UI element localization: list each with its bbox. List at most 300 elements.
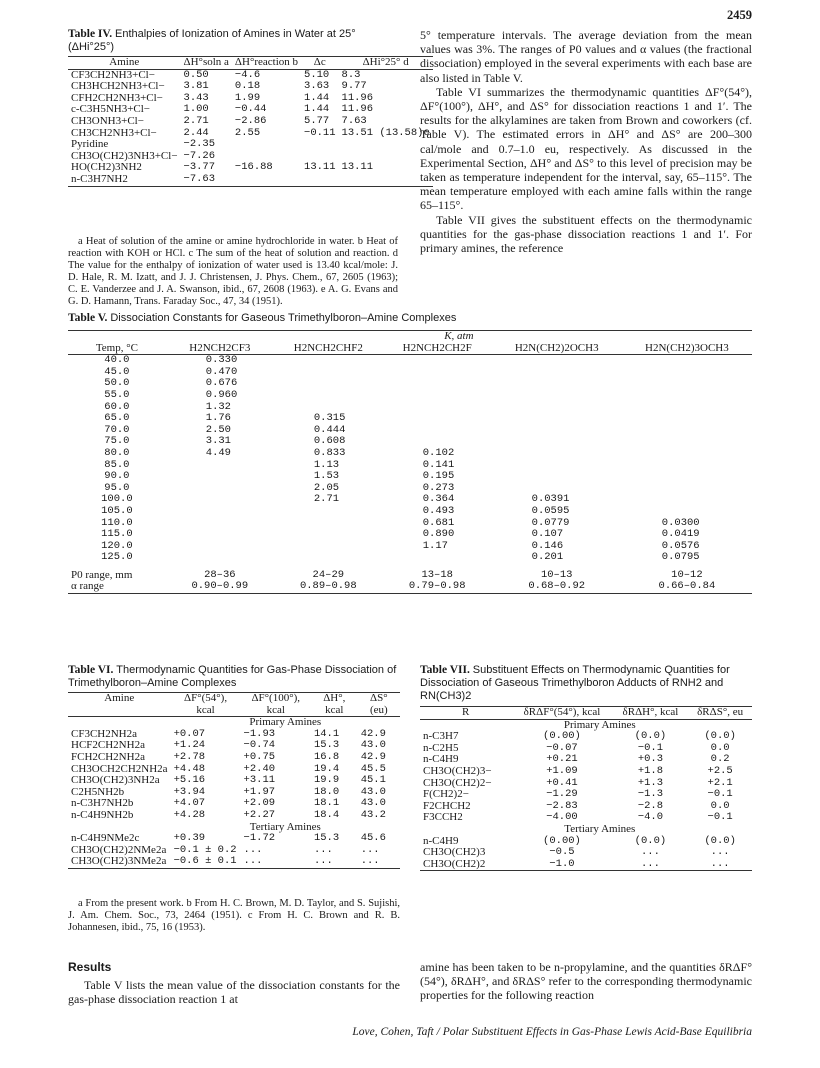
table4-cell: −0.44: [234, 103, 267, 116]
table4-cell: CF3CH2NH3+Cl−: [71, 68, 155, 81]
running-footer: Love, Cohen, Taft / Polar Substituent Effects in Gas-Phase Lewis Acid-Base Equilibria: [352, 1026, 752, 1038]
table7-cell: +0.21: [546, 753, 578, 766]
table5-alpha-label: α range: [68, 581, 166, 593]
table6-cell: C2H5NH2b: [71, 785, 125, 798]
table4-caption-text: Enthalpies of Ionization of Amines in Water at 25° (ΔHi°25°): [68, 28, 356, 53]
table5-cell: 0.0795: [661, 551, 700, 564]
table4-header-row: [68, 57, 433, 70]
table5-cell: [622, 506, 752, 518]
table7-cell: 0.0: [710, 741, 730, 754]
table5-cell: [166, 471, 274, 483]
table7-cell: ...: [710, 846, 730, 859]
table5-cell: 0.141: [422, 458, 455, 471]
table7-cell: +0.41: [546, 776, 578, 789]
table7-cell: F2CHCH2: [423, 799, 471, 812]
table5-spacer: [68, 331, 166, 343]
table4-cell: 1.44: [304, 91, 330, 104]
table7-cell: 0.0: [710, 799, 730, 812]
table6-cell: ...: [360, 843, 380, 856]
table5-cell: 0.0779: [531, 516, 570, 529]
table4-cell: 1.99: [234, 91, 261, 104]
table7-cell: (0.0): [634, 834, 667, 847]
table5-cell: 0.146: [531, 539, 564, 552]
table5-cell: 0.107: [531, 528, 564, 541]
table4-header: Δc: [301, 57, 339, 70]
table5-cell: [166, 552, 274, 564]
table5-p0-cell: 28–36: [204, 568, 236, 581]
table7-cell: +2.1: [707, 776, 733, 789]
table4-cell: CH3O(CH2)3NH3+Cl−: [71, 149, 178, 162]
table-row: [68, 174, 433, 186]
table5-p0-cell: 13–18: [421, 568, 453, 581]
table5-cell: 0.0576: [661, 539, 700, 552]
table5-cell: [274, 355, 383, 367]
table5-cell: 105.0: [101, 504, 133, 517]
table4-cell: 9.77: [341, 80, 367, 93]
table5-header: Temp, °C: [68, 343, 166, 355]
table6-cell: 45.1: [360, 774, 386, 787]
table4-cell: CH3ONH3+Cl−: [71, 114, 144, 127]
table6-footnote-text: a From the present work. b From H. C. Brown, M. D. Taylor, and S. Sujishi, J. Am. Chem. Soc., 73, 2464 (1951). c From H. C. Brown and R. B. Johannesen, ibid., 75, 16 (1953).: [68, 898, 400, 933]
table6-cell: 43.0: [360, 739, 386, 752]
table7-cell: n-C2H5: [423, 741, 459, 754]
table5-p0-cell: 10–13: [540, 568, 573, 581]
table5-cell: 70.0: [104, 423, 130, 436]
table4-cell: CH3HCH2NH3+Cl−: [71, 80, 165, 93]
table5-cell: 110.0: [101, 516, 133, 529]
table7: [420, 706, 752, 871]
table6-cell: CF3CH2NH2a: [71, 727, 138, 740]
table-row: [420, 743, 752, 755]
table5-cell: 0.470: [205, 365, 238, 378]
table4-cell: 11.96: [341, 103, 374, 116]
table5-header: H2NCH2CF3: [166, 343, 274, 355]
table-row: [68, 833, 400, 845]
table4: [68, 56, 430, 187]
table6-cell: +4.48: [173, 762, 206, 775]
table6-cell: ...: [241, 856, 311, 868]
table5-grid: [68, 330, 752, 594]
table6-cell: 16.8: [313, 750, 340, 763]
table7-cell: −1.0: [511, 859, 612, 871]
table5-cell: 0.201: [531, 551, 564, 564]
table4-cell: −2.35: [183, 138, 216, 151]
table4-grid: [68, 56, 433, 187]
table6-cell: 42.9: [360, 750, 386, 763]
table6-cell: CH3O(CH2)2NMe2a: [71, 843, 167, 856]
table5-cell: 0.0391: [531, 493, 570, 506]
table7-header-row: [420, 707, 752, 720]
table4-cell: 13.11: [304, 161, 336, 174]
table6-cell: +4.07: [173, 797, 206, 810]
table7-cell: 0.2: [710, 753, 730, 766]
table7-cell: n-C4H9: [423, 753, 459, 766]
table5-caption-label: Table V.: [68, 312, 108, 324]
results-section: [68, 960, 400, 1007]
table4-cell: −0.11: [304, 126, 336, 139]
table5-cell: [622, 494, 752, 506]
table5-alpha-row: [68, 581, 752, 593]
table5-cell: [166, 518, 274, 530]
table4-header: Amine: [68, 57, 181, 70]
table5-cell: [622, 436, 752, 448]
table7-cell: −1.29: [546, 788, 578, 801]
table4-cell: CH3CH2NH3+Cl−: [71, 126, 157, 139]
table7-cell: −0.1: [707, 788, 733, 801]
table5-cell: 0.330: [205, 354, 238, 367]
table7-cell: −4.00: [546, 811, 578, 824]
table4-cell: [339, 174, 433, 186]
table4-cell: 13.11: [341, 161, 374, 174]
table5-cell: [492, 471, 622, 483]
table6-header: ΔF°(100°), kcal: [241, 693, 311, 717]
table5-cell: [622, 448, 752, 460]
table5-caption-text: Dissociation Constants for Gaseous Trimethylboron–Amine Complexes: [110, 312, 457, 324]
table6-cell: +2.09: [243, 797, 276, 810]
table6-cell: 19.9: [313, 774, 340, 787]
table5-cell: [622, 460, 752, 472]
table-row: [68, 139, 433, 151]
table5-cell: 100.0: [101, 493, 133, 506]
table7-cell: n-C3H7: [423, 730, 459, 743]
table5-cell: [383, 355, 492, 367]
table6-cell: CH3O(CH2)3NMe2a: [68, 856, 171, 868]
table6-cell: +4.28: [173, 808, 206, 821]
table7-subheader-row: [420, 824, 752, 836]
table4-cell: [301, 139, 339, 151]
table6-cell: +0.39: [173, 832, 206, 845]
table5-cell: [492, 367, 622, 379]
table4-cell: 7.63: [341, 114, 367, 127]
table6-cell: ...: [313, 843, 333, 856]
right-column-text: [420, 28, 752, 255]
table4-cell: c-C3H5NH3+Cl−: [71, 103, 151, 116]
table5-cell: 50.0: [104, 377, 130, 390]
table5-cell: [492, 355, 622, 367]
table5-cell: [622, 413, 752, 425]
table7-subheader-row: [420, 719, 752, 731]
table4-cell: 2.55: [234, 126, 261, 139]
table6-subheader: Primary Amines: [249, 716, 322, 729]
table-row: [68, 378, 752, 390]
table6-caption: [68, 664, 400, 690]
table5-header: H2NCH2CHF2: [274, 343, 383, 355]
table7-caption: [420, 664, 752, 703]
table5-cell: [622, 471, 752, 483]
table5: [68, 330, 752, 594]
table5-cell: 0.608: [313, 435, 346, 448]
table5-cell: [492, 378, 622, 390]
table7-cell: (0.00): [543, 834, 581, 847]
table-row: [420, 859, 752, 871]
table6-header: ΔF°(54°), kcal: [171, 693, 241, 717]
table5-cell: [622, 378, 752, 390]
table7-header: δRΔH°, kcal: [613, 707, 689, 720]
table5-cell: 60.0: [104, 400, 130, 413]
table4-cell: −4.6: [234, 68, 261, 81]
table5-cell: [492, 390, 622, 402]
table5-p0-label: P0 range, mm: [71, 568, 133, 581]
table6-cell: FCH2CH2NH2a: [71, 750, 145, 763]
table7-cell: −0.5: [549, 846, 575, 859]
table5-cell: 0.444: [313, 423, 346, 436]
table5-cell: [274, 518, 383, 530]
table5-header: H2N(CH2)2OCH3: [492, 343, 622, 355]
table6-cell: 15.3: [313, 832, 340, 845]
table5-cell: [166, 529, 274, 541]
table-row: [68, 856, 400, 868]
table5-cell: [274, 529, 383, 541]
table5-cell: [383, 402, 492, 414]
table4-cell: 3.63: [304, 80, 330, 93]
table-row: [420, 731, 752, 743]
table5-cell: 0.195: [422, 470, 455, 483]
table5-cell: [383, 378, 492, 390]
table6-caption-text: Thermodynamic Quantities for Gas-Phase Dissociation of Trimethylboron–Amine Complexes: [68, 664, 397, 689]
table5-cell: 115.0: [101, 528, 133, 541]
table4-cell: 5.77: [304, 114, 330, 127]
table6-cell: −0.74: [243, 739, 276, 752]
table5-cell: 0.681: [422, 516, 455, 529]
table7-caption-text: Substituent Effects on Thermodynamic Quantities for Dissociation of Gaseous Trimethylboron Adducts of RNH2 and RN(CH3)2: [420, 664, 730, 702]
table5-header: H2NCH2CH2F: [383, 343, 492, 355]
table5-cell: 0.0419: [661, 528, 700, 541]
table4-cell: HO(CH2)3NH2: [71, 161, 142, 174]
table4-caption: [68, 28, 398, 54]
table7-header: R: [420, 707, 511, 720]
table5-cell: 0.0300: [661, 516, 700, 529]
table-row: [68, 494, 752, 506]
table6-cell: CH3OCH2CH2NH2a: [71, 762, 168, 775]
table6-cell: −1.93: [243, 727, 276, 740]
table5-cell: [166, 541, 274, 553]
table6-cell: n-C4H9NMe2c: [71, 832, 140, 845]
table4-cell: [232, 139, 301, 151]
table4-cell: CFH2CH2NH3+Cl−: [71, 91, 163, 104]
table5-cell: 125.0: [101, 551, 133, 564]
table5-alpha-cell: 0.89–0.98: [274, 581, 383, 593]
table6-cell: ...: [243, 843, 263, 856]
table-row: [68, 436, 752, 448]
table7-cell: −0.1: [637, 741, 664, 754]
table-row: [68, 752, 400, 764]
table4-cell: n-C3H7NH2: [68, 174, 181, 186]
table6-cell: +2.27: [243, 808, 276, 821]
table7-cell: (0.0): [704, 834, 736, 847]
table5-cell: [383, 390, 492, 402]
table4-cell: [232, 174, 301, 186]
table5-cell: 0.364: [422, 493, 455, 506]
table6-header: ΔH°, kcal: [311, 693, 358, 717]
table7-cell: −1.3: [637, 788, 664, 801]
table5-cell: 2.05: [313, 481, 340, 494]
table5-cell: [622, 355, 752, 367]
table7-cell: CH3O(CH2)2−: [423, 776, 492, 789]
table4-cell: 5.10: [304, 68, 330, 81]
table5-cell: 0.315: [313, 412, 346, 425]
table4-header: ΔHi°25° d: [339, 57, 433, 70]
table6-subheader-row: [68, 717, 400, 729]
table6-cell: −0.6 ± 0.1: [171, 856, 241, 868]
table5-cell: [274, 541, 383, 553]
table5-cell: [274, 378, 383, 390]
table6-cell: +3.94: [173, 785, 206, 798]
table6-cell: 45.6: [360, 832, 386, 845]
table6-cell: n-C4H9NH2b: [71, 808, 134, 821]
table6-caption-label: Table VI.: [68, 664, 114, 676]
table7-cell: F(CH2)2−: [423, 788, 469, 801]
table5-cell: 40.0: [104, 354, 130, 367]
table6-cell: 18.4: [313, 808, 340, 821]
table4-cell: −7.26: [183, 149, 216, 162]
table-row: [68, 810, 400, 822]
table-row: [68, 483, 752, 495]
table4-cell: 8.3: [341, 68, 361, 81]
table6-cell: ...: [311, 856, 358, 868]
table6-cell: +3.11: [243, 774, 276, 787]
table5-cell: 1.17: [422, 539, 448, 552]
table-row: [68, 413, 752, 425]
table7-cell: ...: [613, 859, 689, 871]
table7-cell: −2.83: [546, 799, 578, 812]
table6-cell: +1.24: [173, 739, 206, 752]
table-row: [68, 518, 752, 530]
table5-cell: 0.676: [205, 377, 238, 390]
table4-cell: −7.63: [181, 174, 232, 186]
table5-cell: [274, 552, 383, 564]
table-row: [68, 541, 752, 553]
table5-p0-cell: 24–29: [312, 568, 345, 581]
table5-cell: [274, 390, 383, 402]
table5-cell: 75.0: [104, 435, 130, 448]
table4-cell: 0.18: [234, 80, 261, 93]
table5-cell: [492, 436, 622, 448]
table4-cell: −16.88: [234, 161, 273, 174]
table7-cell: CH3O(CH2)3−: [423, 764, 492, 777]
table5-cell: 2.71: [313, 493, 340, 506]
table-row: [68, 367, 752, 379]
table5-cell: 45.0: [104, 365, 130, 378]
table7-caption-label: Table VII.: [420, 664, 470, 676]
table-row: [420, 778, 752, 790]
table7-cell: −4.0: [637, 811, 664, 824]
table6-cell: CH3O(CH2)3NH2a: [71, 774, 160, 787]
table5-cell: [274, 506, 383, 518]
table6-cell: n-C3H7NH2b: [71, 797, 134, 810]
paragraph-3: Table VII gives the substituent effects on the thermodynamic quantities for the gas-phase dissociation reactions 1 and 1′. For primary amines, the reference: [420, 212, 752, 256]
table7-subheader: Tertiary Amines: [564, 822, 636, 835]
table5-alpha-cell: 0.90–0.99: [166, 581, 274, 593]
table6-cell: +0.07: [173, 727, 206, 740]
table-row: [68, 390, 752, 402]
table-row: [68, 552, 752, 564]
table6-cell: 42.9: [360, 727, 386, 740]
table6-cell: −1.72: [243, 832, 276, 845]
table4-cell: −3.77: [183, 161, 216, 174]
table-row: [420, 801, 752, 813]
table5-cell: [166, 483, 274, 495]
table5-cell: 95.0: [104, 481, 130, 494]
table6-cell: 43.0: [360, 797, 386, 810]
table-row: [68, 471, 752, 483]
table5-cell: [166, 460, 274, 472]
table7-cell: +1.09: [546, 764, 578, 777]
table-row: [68, 529, 752, 541]
paragraph-4: amine has been taken to be n-propylamine, and the quantities δRΔF°(54°), δRΔH°, and δRΔS° refer to the corresponding thermodynamic properties for the following reaction: [420, 960, 752, 1003]
table7-cell: −0.07: [546, 741, 578, 754]
table5-alpha-cell: 0.68–0.92: [492, 581, 622, 593]
table5-cell: [166, 506, 274, 518]
table-row: [68, 116, 433, 128]
table4-cell: 3.81: [183, 80, 209, 93]
table6-cell: HCF2CH2NH2a: [71, 739, 145, 752]
table6-subheader: Tertiary Amines: [249, 820, 321, 833]
table-row: [68, 402, 752, 414]
table5-cell: 0.273: [422, 481, 455, 494]
table-row: [68, 425, 752, 437]
table5-cell: [383, 552, 492, 564]
table6-cell: −0.1 ± 0.2: [173, 843, 237, 856]
table5-cell: 0.890: [422, 528, 455, 541]
table6-cell: +2.40: [243, 762, 276, 775]
table5-cell: [274, 367, 383, 379]
right-bottom-text: [420, 960, 752, 1003]
table5-cell: [622, 483, 752, 495]
table6: [68, 692, 400, 869]
table4-cell: 2.71: [183, 114, 209, 127]
table6-cell: 45.5: [360, 762, 386, 775]
table7-cell: F3CCH2: [423, 811, 463, 824]
table4-cell: 11.96: [341, 91, 374, 104]
page-number: 2459: [727, 8, 752, 22]
table4-cell: 1.00: [183, 103, 209, 116]
table5-cell: 120.0: [101, 539, 133, 552]
table7-cell: (0.0): [634, 730, 667, 743]
table5-cell: 0.0595: [531, 504, 570, 517]
table5-p0-cell: 10–12: [671, 568, 703, 581]
table5-cell: [492, 460, 622, 472]
table5-cell: 1.32: [205, 400, 231, 413]
table7-cell: ...: [640, 846, 660, 859]
table6-cell: 43.2: [360, 808, 386, 821]
table-row: [420, 847, 752, 859]
table6-header: ΔS° (eu): [358, 693, 400, 717]
table5-header-row: [68, 343, 752, 355]
table4-header: ΔH°soln a: [181, 57, 232, 70]
table7-cell: (0.00): [543, 730, 581, 743]
table6-cell: 18.1: [313, 797, 340, 810]
table7-cell: −2.8: [637, 799, 664, 812]
table5-cell: 1.53: [313, 470, 340, 483]
table5-cell: 0.493: [422, 504, 455, 517]
table5-group-row: [68, 331, 752, 343]
table7-cell: (0.0): [704, 730, 736, 743]
table-row: [68, 775, 400, 787]
table-row: [68, 355, 752, 367]
table5-group-header: K, atm: [166, 331, 752, 343]
table-row: [68, 506, 752, 518]
table6-cell: 15.3: [313, 739, 340, 752]
table7-cell: +0.3: [637, 753, 664, 766]
table7-cell: ...: [688, 859, 752, 871]
table7-cell: +1.8: [637, 764, 664, 777]
table5-cell: [166, 494, 274, 506]
table4-cell: [339, 139, 433, 151]
table5-cell: [492, 448, 622, 460]
table4-cell: 13.51 (13.58)e: [341, 126, 430, 139]
table-row: [68, 460, 752, 472]
table6-cell: +2.78: [173, 750, 206, 763]
